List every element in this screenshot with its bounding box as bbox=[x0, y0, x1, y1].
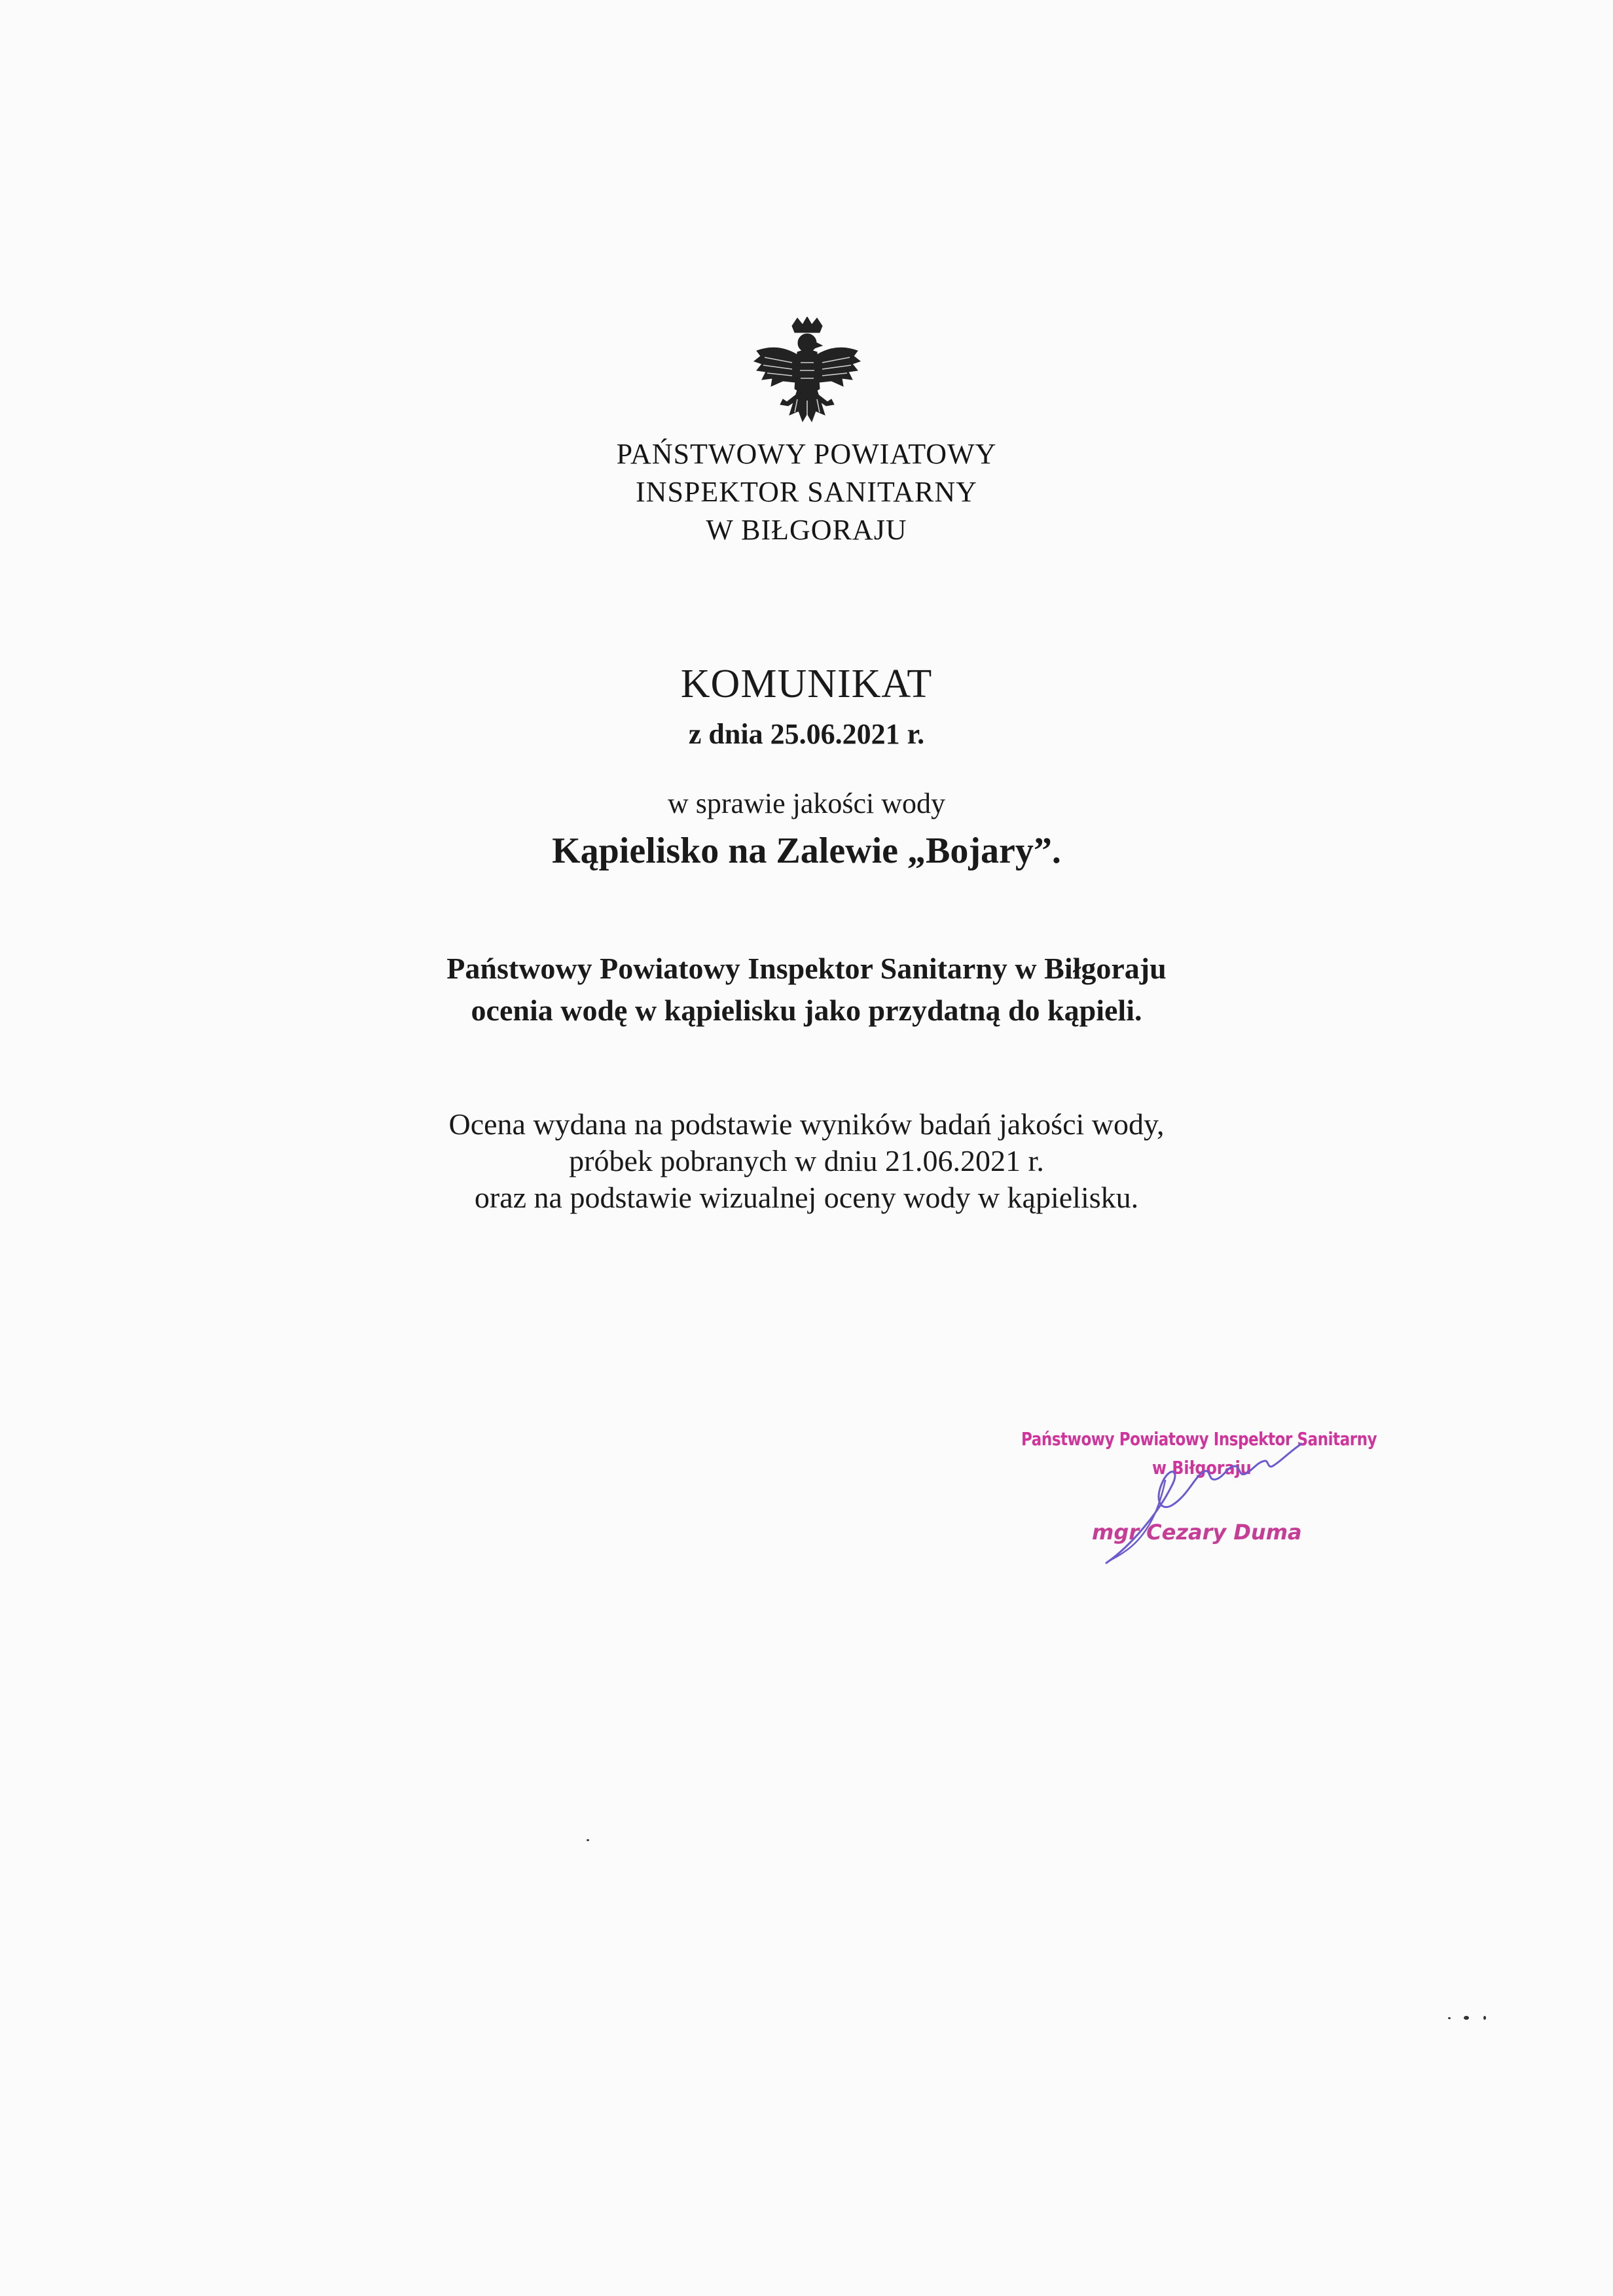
document-subject: Kąpielisko na Zalewie „Bojary”. bbox=[552, 831, 1061, 871]
assessment-line2: ocenia wodę w kąpielisku jako przydatną do kąpieli. bbox=[471, 994, 1142, 1027]
scan-speck bbox=[1483, 2016, 1486, 2020]
basis-line3: oraz na podstawie wizualnej oceny wody w kąpielisku. bbox=[474, 1181, 1139, 1214]
stamp-official-name: mgr Cezary Duma bbox=[1092, 1520, 1302, 1545]
scan-speck bbox=[1464, 2016, 1469, 2020]
office-name-line1: PAŃSTWOWY POWIATOWY bbox=[616, 438, 997, 470]
basis-line2: próbek pobranych w dniu 21.06.2021 r. bbox=[569, 1144, 1044, 1177]
handwritten-signature bbox=[1008, 1414, 1401, 1610]
assessment-line1: Państwowy Powiatowy Inspektor Sanitarny w Biłgoraju bbox=[446, 952, 1167, 985]
document-title: KOMUNIKAT bbox=[680, 662, 933, 706]
stamp-office-name: Państwowy Powiatowy Inspektor Sanitarny bbox=[1021, 1428, 1377, 1450]
office-name-line2: INSPEKTOR SANITARNY bbox=[636, 476, 977, 508]
polish-eagle-emblem-icon bbox=[752, 317, 863, 435]
office-name-line3: W BIŁGORAJU bbox=[706, 514, 907, 546]
official-stamp bbox=[1008, 1414, 1401, 1610]
basis-line1: Ocena wydana na podstawie wyników badań jakości wody, bbox=[448, 1107, 1165, 1141]
document-regarding: w sprawie jakości wody bbox=[667, 787, 945, 819]
scan-speck bbox=[1448, 2017, 1451, 2019]
document-date: z dnia 25.06.2021 r. bbox=[688, 718, 925, 750]
scan-speck bbox=[587, 1839, 589, 1841]
stamp-office-location: w Biłgoraju bbox=[1152, 1457, 1252, 1479]
